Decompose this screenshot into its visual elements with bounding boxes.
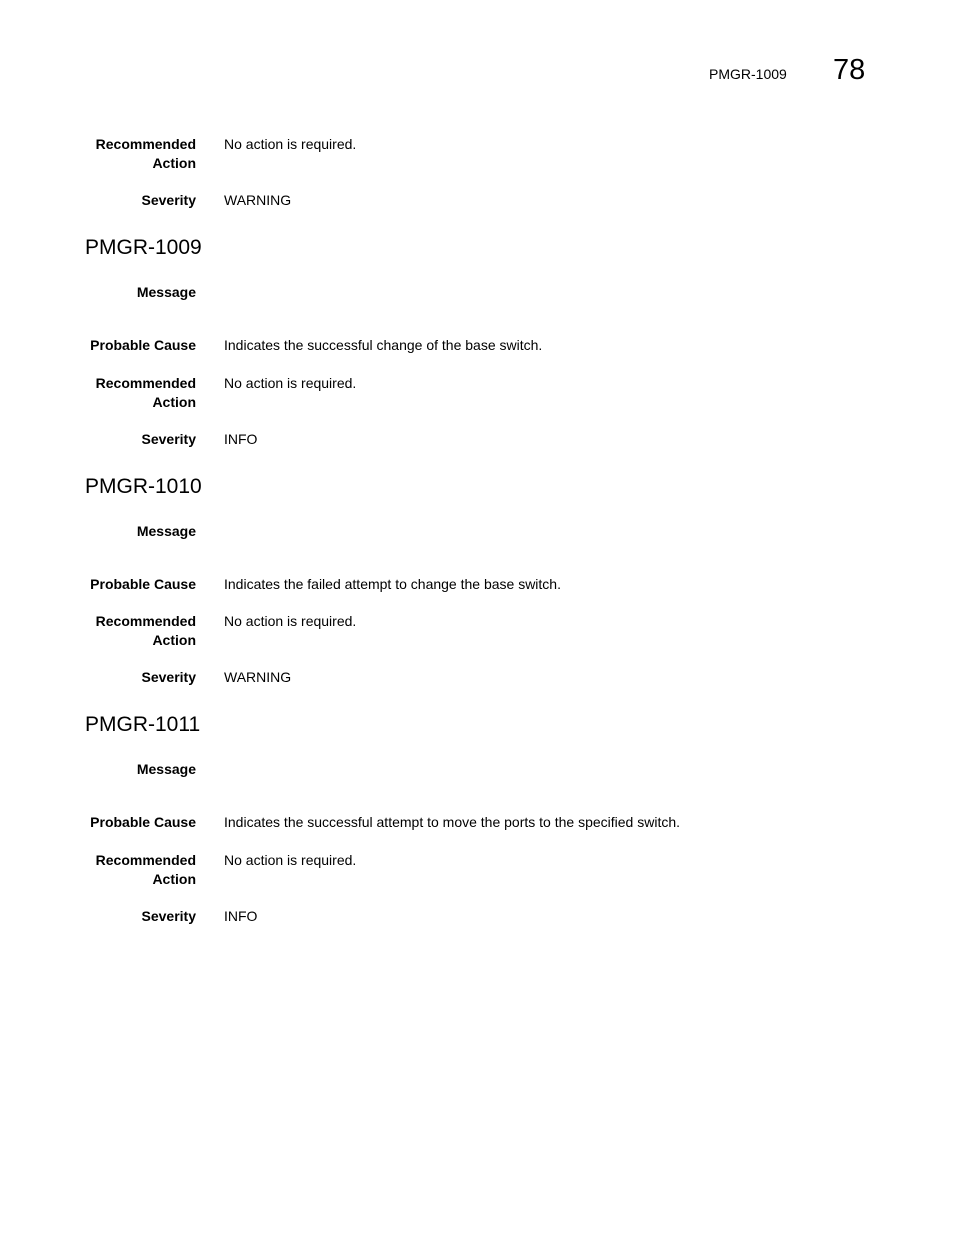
label-line-2: Action	[152, 632, 196, 648]
chapter-number: 78	[833, 54, 866, 86]
severity-label: Severity	[141, 192, 196, 208]
probable-cause-label: Probable Cause	[90, 576, 196, 592]
probable-cause-value: Indicates the successful change of the base switch.	[224, 337, 543, 353]
severity-value: WARNING	[224, 669, 292, 685]
recommended-action-value: No action is required.	[224, 136, 357, 152]
label-line-1: Recommended	[95, 375, 196, 391]
recommended-action-label	[56, 374, 196, 412]
recommended-action-label	[56, 851, 196, 889]
label-line-1: Recommended	[95, 613, 196, 629]
probable-cause-label: Probable Cause	[90, 814, 196, 830]
label-line-2: Action	[152, 394, 196, 410]
recommended-action-value: No action is required.	[224, 613, 357, 629]
message-label: Message	[136, 284, 196, 300]
recommended-action-value: No action is required.	[224, 852, 357, 868]
entry-heading: PMGR-1010	[85, 475, 202, 498]
severity-label: Severity	[141, 669, 196, 685]
recommended-action-label	[56, 135, 196, 173]
message-label: Message	[136, 761, 196, 777]
message-label: Message	[136, 523, 196, 539]
severity-label: Severity	[141, 431, 196, 447]
running-header-ref: PMGR-1009	[709, 66, 787, 82]
severity-label: Severity	[141, 908, 196, 924]
entry-heading: PMGR-1009	[85, 236, 202, 259]
entry-heading: PMGR-1011	[85, 713, 201, 736]
label-line-1: Recommended	[95, 136, 196, 152]
label-line-1: Recommended	[95, 852, 196, 868]
severity-value: WARNING	[224, 192, 292, 208]
probable-cause-value: Indicates the successful attempt to move the ports to the specified switch.	[224, 814, 681, 830]
label-line-2: Action	[152, 155, 196, 171]
probable-cause-label: Probable Cause	[90, 337, 196, 353]
label-line-2: Action	[152, 871, 196, 887]
severity-value: INFO	[224, 908, 258, 924]
severity-value: INFO	[224, 431, 258, 447]
recommended-action-label	[56, 612, 196, 650]
recommended-action-value: No action is required.	[224, 375, 357, 391]
probable-cause-value: Indicates the failed attempt to change the base switch.	[224, 576, 561, 592]
